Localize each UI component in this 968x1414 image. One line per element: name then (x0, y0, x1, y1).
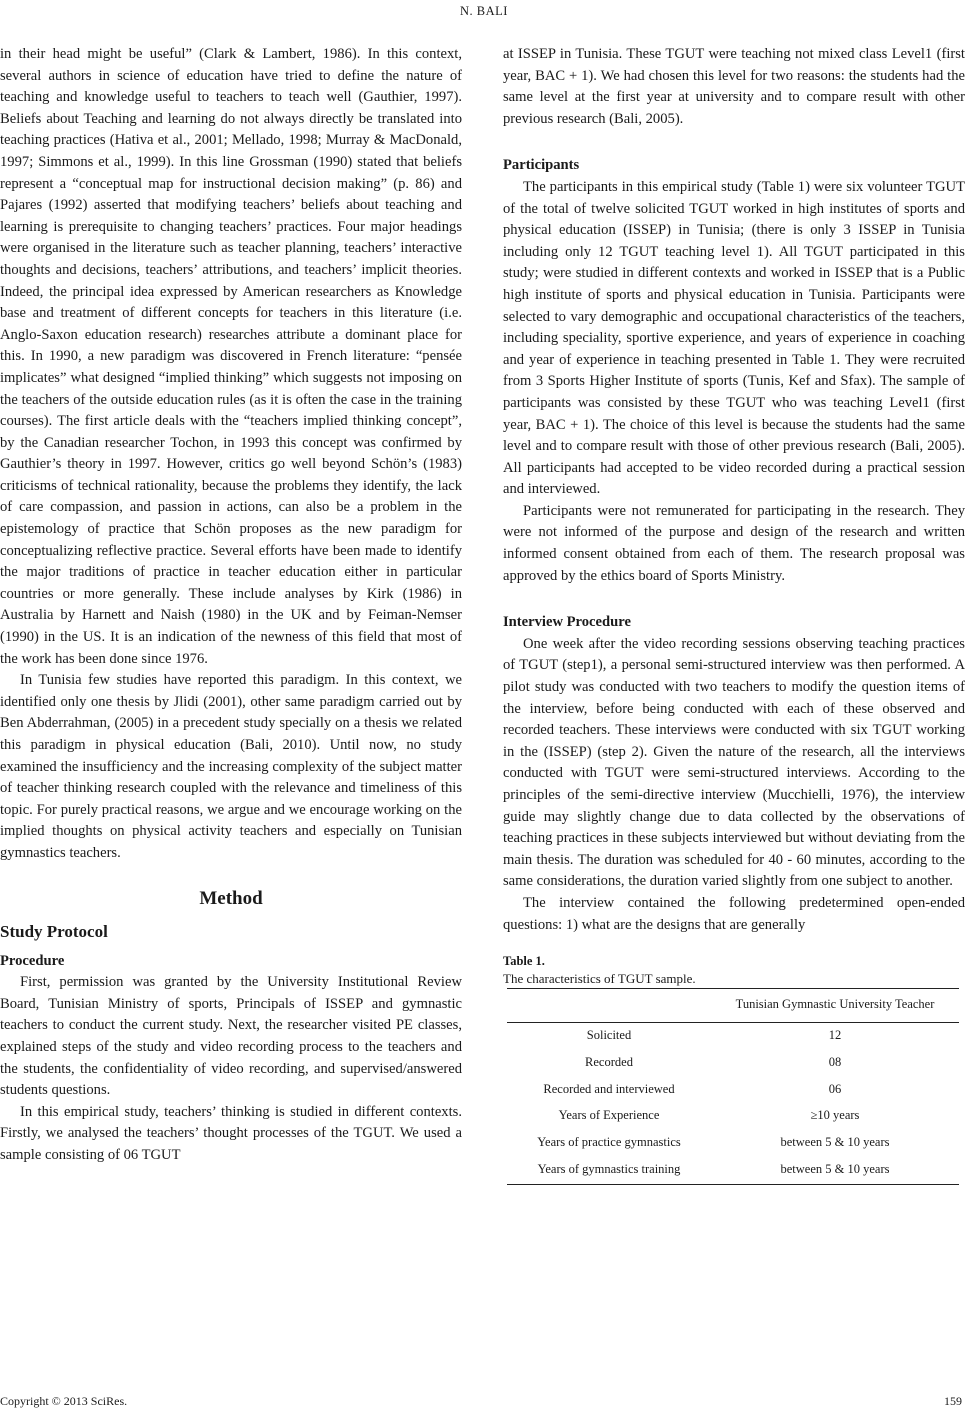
right-column (503, 44, 965, 1185)
table-row (507, 1077, 959, 1104)
table-column-header: Tunisian Gymnastic University Teacher (711, 989, 959, 1023)
row-value: between 5 & 10 years (780, 1135, 890, 1150)
paragraph: In this empirical study, teachers’ thinking is studied in different contexts. Firstly, we analysed the teachers’ thought processes of the TGUT. We used a sample consisting of 06 TGUT (0, 1103, 462, 1163)
row-label: Recorded (585, 1054, 633, 1069)
subsection-heading-study-protocol: Study Protocol (0, 921, 108, 941)
row-value: 06 (828, 1081, 842, 1096)
subsubsection-heading-interview-procedure: Interview Procedure (503, 614, 631, 631)
row-label: Solicited (586, 1027, 632, 1042)
paragraph: Participants were not remunerated for participating in the research. They were not informed of the purpose and design of the research and written informed consent obtained from each of them. The research proposal was approved by the ethics board of Sports Ministry. (503, 502, 965, 584)
table-header-empty (507, 989, 711, 1023)
paragraph: The interview contained the following predetermined open-ended questions: 1) what are the designs that are generally (503, 894, 965, 933)
row-value: between 5 & 10 years (711, 1157, 959, 1184)
table-caption: The characteristics of TGUT sample. (503, 971, 696, 987)
table-row (507, 1103, 959, 1130)
subsubsection-heading-participants: Participants (503, 157, 580, 174)
paragraph: The participants in this empirical study (Table 1) were six volunteer TGUT of the total of twelve solicited TGUT worked in high institutes of sports and physical education (ISSEP) in Tunisia; (there is only 3 ISSEP in Tunisia including only 12 TGUT teaching level 1). All TGUT participated in this study; were studied in different contexts and worked in ISSEP that is a Public high institute of sports and physical education in Tunisia. Participants were selected to vary demographic and occupational characteristics of the teachers, including speciality, sportive experience, and years of experience in coaching and year of experience in teaching presented in Table 1. They were recruited from 3 Sports Higher Institute of sports (Tunis, Kef and Sfax). The sample of participants was consisted by these TGUT who was teaching Level1 (first year, BAC + 1). The choice of this level is because the students had the same level and to compare result with those of other previous research (Bali, 2005). All participants had accepted to be video recorded during a practical session and interviewed. (503, 178, 965, 498)
table-header-row (507, 989, 959, 1023)
table-title: Table 1. (503, 954, 545, 969)
row-label: Recorded and interviewed (543, 1081, 675, 1096)
paragraph: at ISSEP in Tunisia. These TGUT were teaching not mixed class Level1 (first year, BAC + 1). We had chosen this level for two reasons: the students had the same level at the first year at university and to compare result with other previous research (Bali, 2005). (503, 46, 965, 127)
table-row (507, 1157, 959, 1184)
row-value: 12 (828, 1027, 842, 1042)
row-value: 08 (828, 1054, 842, 1069)
row-value: ≥10 years (810, 1108, 860, 1123)
paragraph: First, permission was granted by the University Institutional Review Board, Tunisian Ministry of sports, Principals of ISSEP and gymnastic teachers to conduct the current study. Next, the researcher visited PE classes, explained steps of the study and video recording process to the teachers and the students, the confidentiality of video recording, and supervised/answered students questions. (0, 974, 462, 1099)
section-heading-method: Method (199, 887, 263, 909)
row-label: Years of Experience (558, 1108, 660, 1123)
paragraph: in their head might be useful” (Clark & Lambert, 1986). In this context, several authors in science of education have tried to define the nature of teaching and knowledge useful to teachers to teach well (Gauthier, 1997). Beliefs about Teaching and learning do not always directly be translated into teaching practices (Hativa et al., 2001; Mellado, 1998; Murray & MacDonald, 1997; Simmons et al., 1999). In this line Grossman (1990) stated that beliefs represent a “conceptual map for instructional decision making” (p. 86) and Pajares (1992) asserted that modifying teachers’ beliefs about teaching and learning is prerequisite to changing teachers’ practices. Four major headings were organised in the literature such as teacher planning, teachers’ interactive thoughts and decisions, teachers’ attributions, and teachers’ implicit theories. Indeed, the principal idea expressed by American researchers as Knowledge base and treatment of different concepts for teachers in this literature (i.e. Anglo-Saxon education research) researches attribute a dominant place for this. In 1990, a new paradigm was discovered in French literature: “pensée implicates” what designed “implied thinking” which suggests not imposing on the teachers of the outside education rules (as it is often the case in the training courses). The first article deals with the “teachers implied thinking concept”, by the Canadian researcher Tochon, in 1993 this concept was confirmed by Gauthier’s theory in 1997. However, critics go well beyond Schön’s (1983) criticisms of technical rationality, because the problems they identify, the lack of care compassion, and passion in actions, can also be a problem in the epistemology of practice that Schön proposes as the new paradigm for conceptualizing reflective practice. Several efforts have been made to identify the major traditions of practice in teacher education either in particular countries or more generally. These include analyses by Kirk (1986) in Australia by Harnett and Naish (1980) in the UK and by Feiman-Nemser (1990) in the US. It is an indication of the newness of this field that most of the work has been done since 1976. (0, 46, 462, 667)
subsubsection-heading-procedure: Procedure (0, 952, 65, 969)
footer-copyright: Copyright © 2013 SciRes. (0, 1394, 128, 1408)
row-label: Years of gymnastics training (507, 1157, 711, 1184)
row-label: Years of practice gymnastics (537, 1135, 681, 1150)
page-number: 159 (944, 1394, 962, 1408)
running-head: N. BALI (460, 4, 508, 18)
table-row (507, 1050, 959, 1077)
table-row (507, 1022, 959, 1049)
paragraph: In Tunisia few studies have reported this paradigm. In this context, we identified only one thesis by Jlidi (2001), other same paradigm carried out by Ben Abderrahman, (2005) in a precedent study specially on a thesis we related this paradigm in physical education (Bali, 2010). Until now, no study examined the insufficiency and the increasing complexity of the subject matter of teacher thinking research coupled with the relevance and timeliness of this topic. For purely practical reasons, we argue and we encourage working on the implied thoughts on physical activity teachers and especially on Tunisian gymnastics teachers. (0, 672, 462, 861)
table-1 (507, 988, 959, 1185)
table-row (507, 1130, 959, 1157)
paragraph: One week after the video recording sessions observing teaching practices of TGUT (step1), a personal semi-structured interview was then performed. A pilot study was conducted with two teachers to modify the question items of the interview, before being conducted with each of these observed and recorded teachers. These interviews were conducted with six TGUT working in the (ISSEP) (step 2). Given the nature of the research, all the interviews conducted with TGUT were semi-structured interviews. According to the principles of the semi-directive interview (Mucchielli, 1976), the interview guide may slightly change due to data collected by the observations of teaching practices in these subjects interviewed but without deviating from the main thesis. The duration was scheduled for 40 - 60 minutes, according to the same considerations, the duration varied slightly from one subject to another. (503, 635, 965, 890)
left-column (0, 44, 462, 1167)
